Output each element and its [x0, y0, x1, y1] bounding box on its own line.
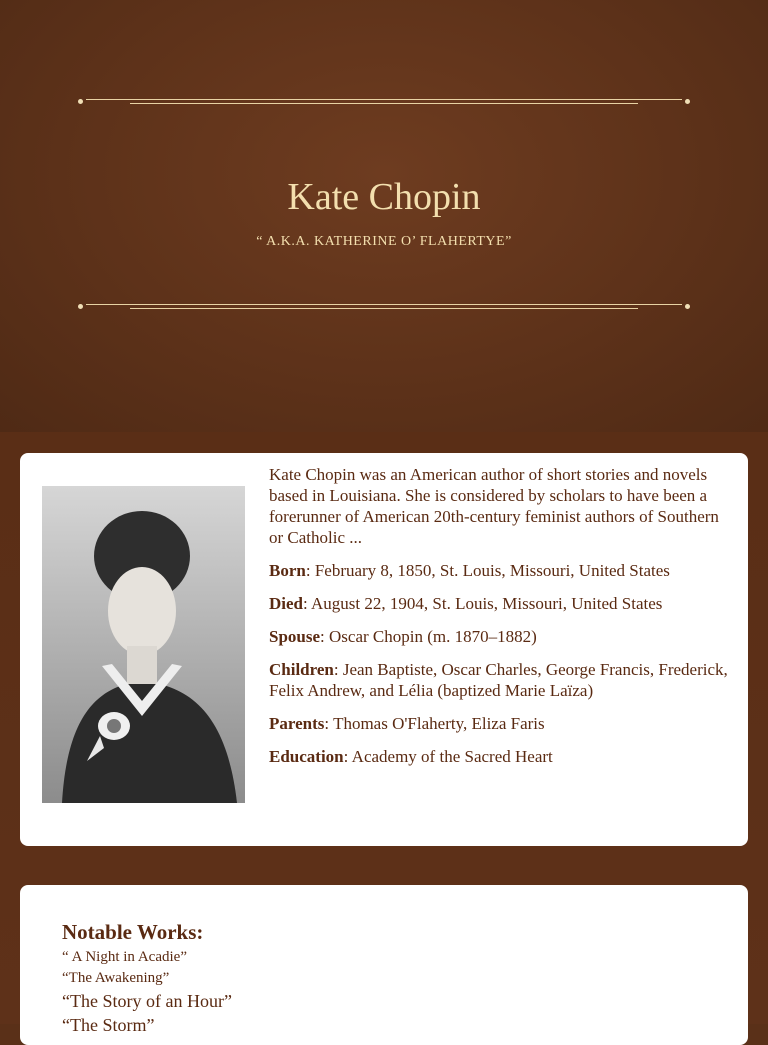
- page-subtitle: “ A.K.A. KATHERINE O’ FLAHERTYE”: [256, 234, 512, 249]
- fact-value: : Academy of the Sacred Heart: [343, 747, 553, 766]
- fact-parents: [269, 713, 729, 734]
- work-item: “The Storm”: [62, 1015, 155, 1035]
- fact-value: : February 8, 1850, St. Louis, Missouri, United States: [305, 561, 670, 580]
- work-item: “ A Night in Acadie”: [62, 949, 187, 965]
- notable-works-card: [20, 885, 748, 1045]
- fact-label: Spouse: [269, 627, 321, 646]
- work-item: “The Story of an Hour”: [62, 991, 232, 1011]
- fact-children: [269, 659, 729, 701]
- fact-value: : Oscar Chopin (m. 1870–1882): [320, 627, 537, 646]
- fact-value: : August 22, 1904, St. Louis, Missouri, United States: [303, 594, 663, 613]
- fact-value: : Thomas O'Flaherty, Eliza Faris: [324, 714, 545, 733]
- title-slide: [0, 0, 768, 432]
- fact-born: [269, 560, 729, 581]
- biography-text: [269, 464, 729, 779]
- fact-label: Education: [269, 747, 344, 766]
- fact-spouse: [269, 626, 729, 647]
- fact-label: Born: [269, 561, 306, 580]
- fact-education: [269, 746, 729, 767]
- page-title: Kate Chopin: [287, 176, 481, 218]
- work-item: “The Awakening”: [62, 970, 170, 986]
- fact-label: Died: [269, 594, 303, 613]
- notable-works-heading: Notable Works:: [62, 920, 204, 944]
- portrait-photo: [42, 486, 245, 803]
- biography-card: [20, 453, 748, 846]
- notable-works-list: [62, 920, 702, 1037]
- bottom-ornament-rule: [78, 303, 690, 311]
- fact-died: [269, 593, 729, 614]
- fact-value: : Jean Baptiste, Oscar Charles, George Francis, Frederick, Felix Andrew, and Lélia (baptized Marie Laïza): [269, 660, 728, 700]
- bio-intro: Kate Chopin was an American author of short stories and novels based in Louisiana. She is considered by scholars to have been a forerunner of American 20th-century feminist authors of Southern or Catholic ...: [269, 465, 719, 547]
- fact-label: Children: [269, 660, 334, 679]
- fact-label: Parents: [269, 714, 325, 733]
- top-ornament-rule: [78, 98, 690, 106]
